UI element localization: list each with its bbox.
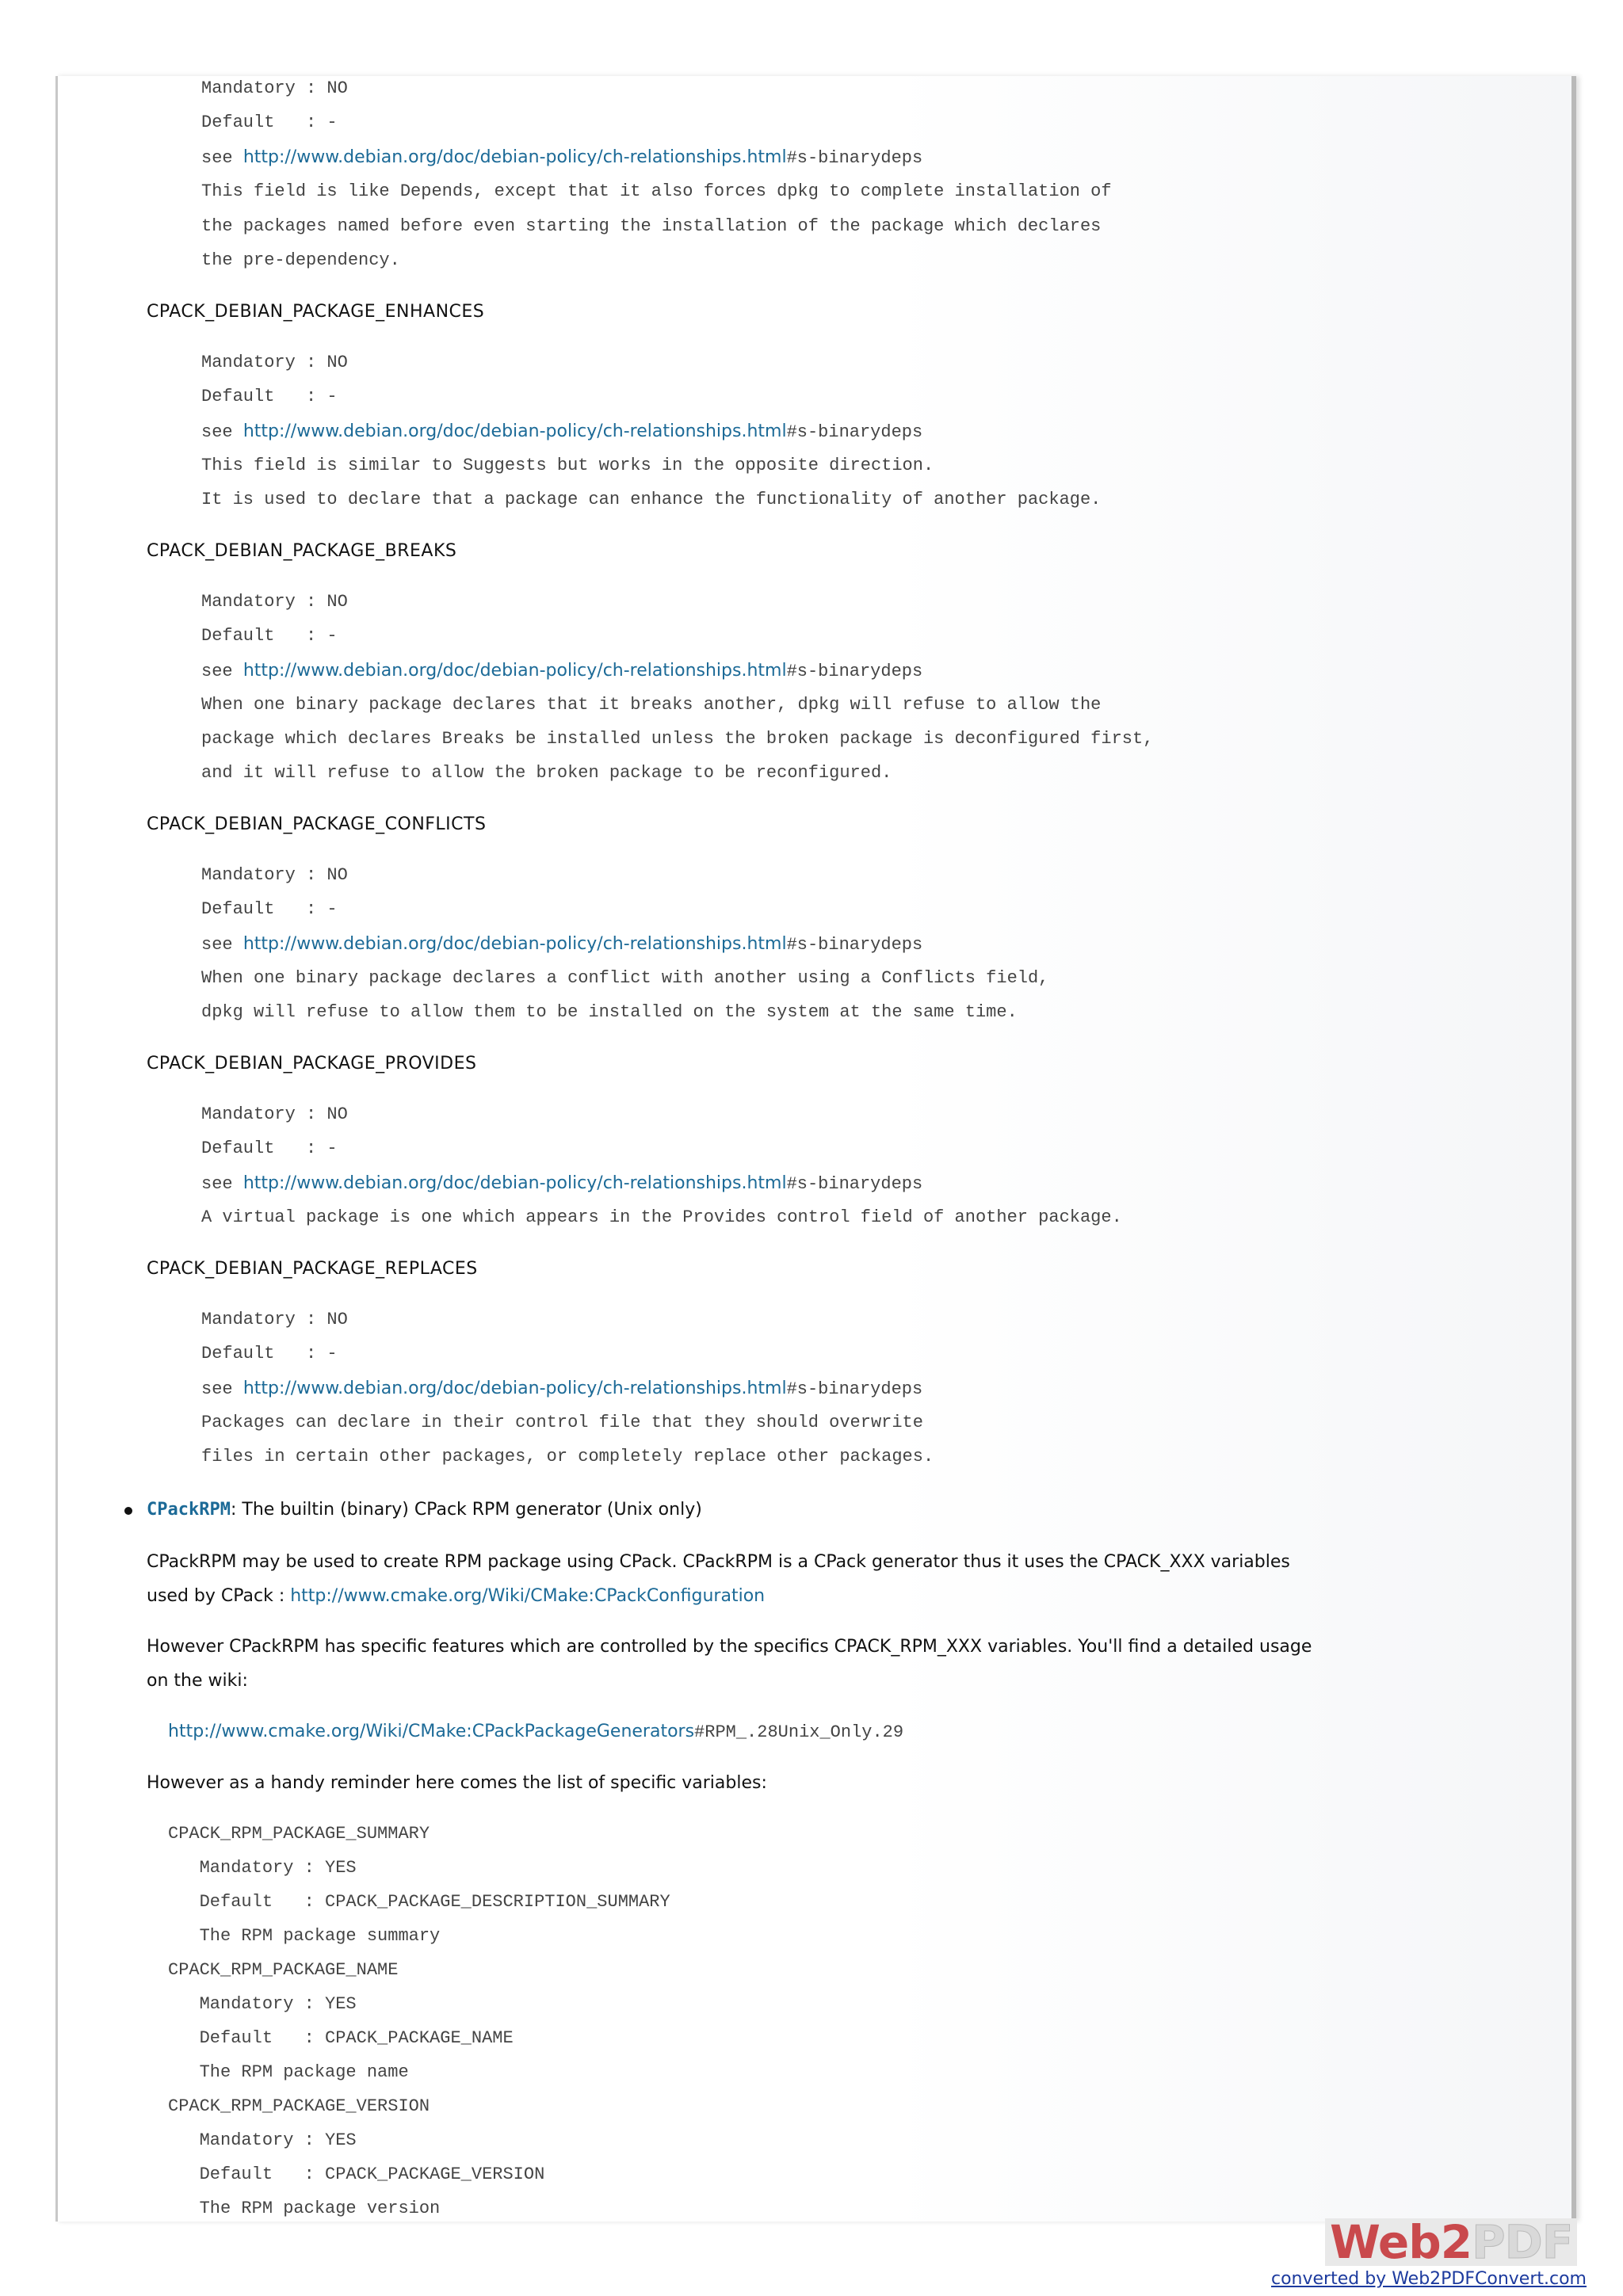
rpm-var-line: The RPM package summary — [168, 1926, 441, 1946]
enhances-see-line: see http://www.debian.org/doc/debian-policy/ch-relationships.html#s-binarydeps — [201, 421, 923, 442]
cpack-configuration-link[interactable]: http://www.cmake.org/Wiki/CMake:CPackConfiguration — [290, 1586, 766, 1606]
cpackrpm-para1-line2: used by CPack : http://www.cmake.org/Wiki/CMake:CPackConfiguration — [147, 1586, 766, 1606]
rpm-var-line: CPACK_RPM_PACKAGE_NAME — [168, 1960, 399, 1980]
debian-policy-link[interactable]: http://www.debian.org/doc/debian-policy/ch-relationships.html — [242, 147, 787, 167]
rpm-var-line: Mandatory : YES — [168, 1858, 357, 1878]
replaces-desc-line: files in certain other packages, or completely replace other packages. — [201, 1447, 934, 1466]
replaces-mandatory: Mandatory : NO — [201, 1310, 348, 1329]
provides-default: Default : - — [201, 1138, 338, 1158]
breaks-mandatory: Mandatory : NO — [201, 592, 348, 612]
provides-see-line: see http://www.debian.org/doc/debian-policy/ch-relationships.html#s-binarydeps — [201, 1173, 923, 1194]
rpm-var-line: Mandatory : YES — [168, 1994, 357, 2014]
cpackrpm-para2-line1: However CPackRPM has specific features which are controlled by the specifics CPACK_RPM_XXX variables. You'll find a detailed usage — [147, 1637, 1312, 1657]
breaks-default: Default : - — [201, 626, 338, 646]
rpm-var-line: Default : CPACK_PACKAGE_NAME — [168, 2028, 514, 2048]
breaks-desc-line: and it will refuse to allow the broken package to be reconfigured. — [201, 763, 892, 783]
rpm-var-line: Default : CPACK_PACKAGE_DESCRIPTION_SUMMARY — [168, 1892, 670, 1912]
rpm-var-line: CPACK_RPM_PACKAGE_VERSION — [168, 2096, 430, 2116]
provides-desc-line: A virtual package is one which appears in the Provides control field of another package. — [201, 1207, 1122, 1227]
rpm-var-line: Default : CPACK_PACKAGE_VERSION — [168, 2164, 545, 2184]
cpackrpm-para3: However as a handy reminder here comes the list of specific variables: — [147, 1773, 767, 1793]
debian-policy-link[interactable]: http://www.debian.org/doc/debian-policy/ch-relationships.html — [242, 1173, 787, 1193]
debian-policy-link[interactable]: http://www.debian.org/doc/debian-policy/ch-relationships.html — [242, 421, 787, 441]
wiki-link-line: http://www.cmake.org/Wiki/CMake:CPackPackageGenerators#RPM_.28Unix_Only.29 — [168, 1722, 904, 1742]
enhances-default: Default : - — [201, 387, 338, 406]
conflicts-mandatory: Mandatory : NO — [201, 865, 348, 885]
conflicts-see-line: see http://www.debian.org/doc/debian-policy/ch-relationships.html#s-binarydeps — [201, 934, 923, 955]
breaks-desc-line: package which declares Breaks be installed unless the broken package is deconfigured first, — [201, 729, 1154, 749]
debian-policy-link[interactable]: http://www.debian.org/doc/debian-policy/ch-relationships.html — [242, 934, 787, 954]
enhances-heading: CPACK_DEBIAN_PACKAGE_ENHANCES — [147, 302, 485, 322]
breaks-see-line: see http://www.debian.org/doc/debian-policy/ch-relationships.html#s-binarydeps — [201, 661, 923, 681]
rpm-var-line: CPACK_RPM_PACKAGE_SUMMARY — [168, 1824, 430, 1844]
enhances-desc-line: This field is similar to Suggests but works in the opposite direction. — [201, 456, 934, 475]
conflicts-desc-line: dpkg will refuse to allow them to be installed on the system at the same time. — [201, 1002, 1018, 1022]
list-bullet — [124, 1507, 132, 1515]
predepends-desc-line: the pre-dependency. — [201, 250, 400, 270]
rpm-var-line: Mandatory : YES — [168, 2130, 357, 2150]
conflicts-default: Default : - — [201, 899, 338, 919]
predepends-desc-line: This field is like Depends, except that it also forces dpkg to complete installation of — [201, 181, 1112, 201]
replaces-see-line: see http://www.debian.org/doc/debian-policy/ch-relationships.html#s-binarydeps — [201, 1379, 923, 1399]
provides-mandatory: Mandatory : NO — [201, 1104, 348, 1124]
enhances-desc-line: It is used to declare that a package can enhance the functionality of another package. — [201, 490, 1102, 509]
provides-heading: CPACK_DEBIAN_PACKAGE_PROVIDES — [147, 1054, 477, 1074]
breaks-heading: CPACK_DEBIAN_PACKAGE_BREAKS — [147, 541, 457, 561]
cpackrpm-para2-line2: on the wiki: — [147, 1671, 248, 1691]
rpm-var-line: The RPM package name — [168, 2062, 409, 2082]
replaces-desc-line: Packages can declare in their control file that they should overwrite — [201, 1413, 923, 1432]
replaces-default: Default : - — [201, 1344, 338, 1363]
predepends-mandatory: Mandatory : NO — [201, 78, 348, 98]
cpackrpm-title: CPackRPM: The builtin (binary) CPack RPM generator (Unix only) — [147, 1500, 702, 1520]
replaces-heading: CPACK_DEBIAN_PACKAGE_REPLACES — [147, 1259, 478, 1279]
predepends-desc-line: the packages named before even starting the installation of the package which declares — [201, 216, 1102, 236]
cpackrpm-link[interactable]: CPackRPM — [147, 1500, 231, 1520]
enhances-mandatory: Mandatory : NO — [201, 353, 348, 372]
web2pdf-convert-link[interactable]: converted by Web2PDFConvert.com — [1271, 2269, 1587, 2289]
predepends-see-line: see http://www.debian.org/doc/debian-policy/ch-relationships.html#s-binarydeps — [201, 147, 923, 168]
breaks-desc-line: When one binary package declares that it breaks another, dpkg will refuse to allow the — [201, 695, 1102, 715]
conflicts-desc-line: When one binary package declares a conflict with another using a Conflicts field, — [201, 968, 1049, 988]
cpack-generators-link[interactable]: http://www.cmake.org/Wiki/CMake:CPackPackageGenerators — [168, 1722, 695, 1741]
web2pdf-logo: Web2PDF — [1325, 2218, 1577, 2266]
cpackrpm-para1-line1: CPackRPM may be used to create RPM package using CPack. CPackRPM is a CPack generator thus it uses the CPACK_XXX variables — [147, 1552, 1290, 1572]
debian-policy-link[interactable]: http://www.debian.org/doc/debian-policy/ch-relationships.html — [242, 661, 787, 681]
conflicts-heading: CPACK_DEBIAN_PACKAGE_CONFLICTS — [147, 814, 487, 834]
rpm-var-line: The RPM package version — [168, 2199, 441, 2218]
predepends-default: Default : - — [201, 113, 338, 132]
debian-policy-link[interactable]: http://www.debian.org/doc/debian-policy/ch-relationships.html — [242, 1379, 787, 1398]
